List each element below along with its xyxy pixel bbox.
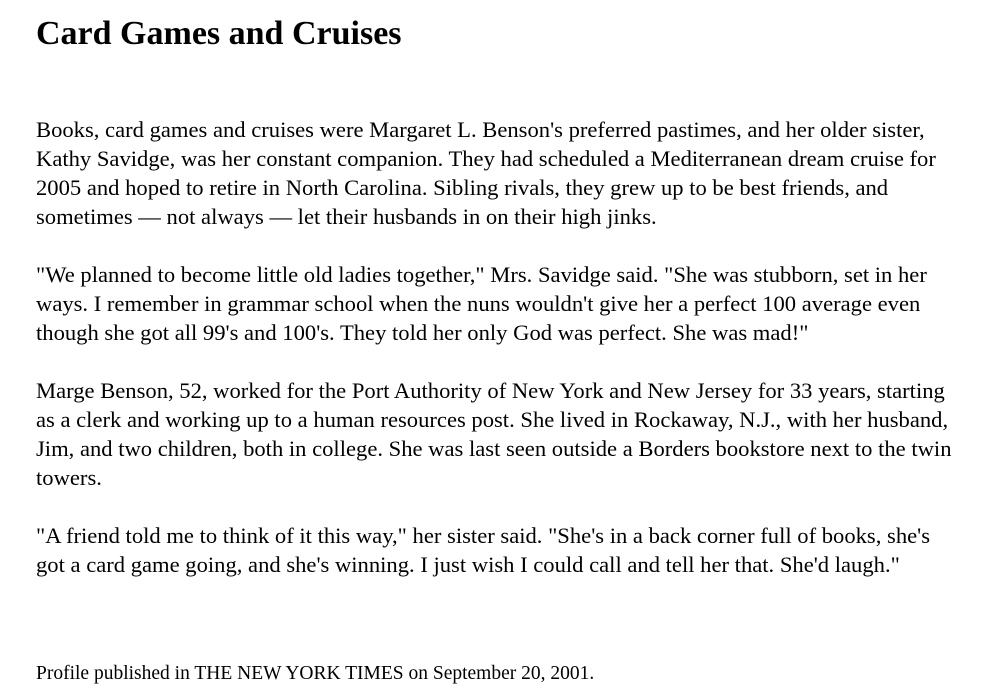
page-title: Card Games and Cruises (36, 15, 402, 52)
paragraph-pastimes: Books, card games and cruises were Margaret L. Benson's preferred pastimes, and her older sister, Kathy Savidge, was her constant companion. They had scheduled a Mediterranean dream cruise for 2005 and hoped to retire in North Carolina. Sibling rivals, they grew up to be best friends, and sometimes — not always — let their husbands in on their high jinks. (36, 117, 936, 229)
paragraph-sister-quote: "We planned to become little old ladies together," Mrs. Savidge said. "She was stubborn, set in her ways. I remember in grammar school when the nuns wouldn't give her a perfect 100 average even though she got all 99's and 100's. They told her only God was perfect. She was mad!" (36, 262, 927, 345)
publication-credit: Profile published in THE NEW YORK TIMES on September 20, 2001. (36, 663, 595, 684)
article-body (36, 115, 956, 579)
paragraph-friend-quote: "A friend told me to think of it this way," her sister said. "She's in a back corner full of books, she's got a card game going, and she's winning. I just wish I could call and tell her that. She'd laugh." (36, 523, 931, 577)
paragraph-career: Marge Benson, 52, worked for the Port Authority of New York and New Jersey for 33 years, starting as a clerk and working up to a human resources post. She lived in Rockaway, N.J., with her husband, Jim, and two children, both in college. She was last seen outside a Borders bookstore next to the twin towers. (36, 378, 952, 490)
